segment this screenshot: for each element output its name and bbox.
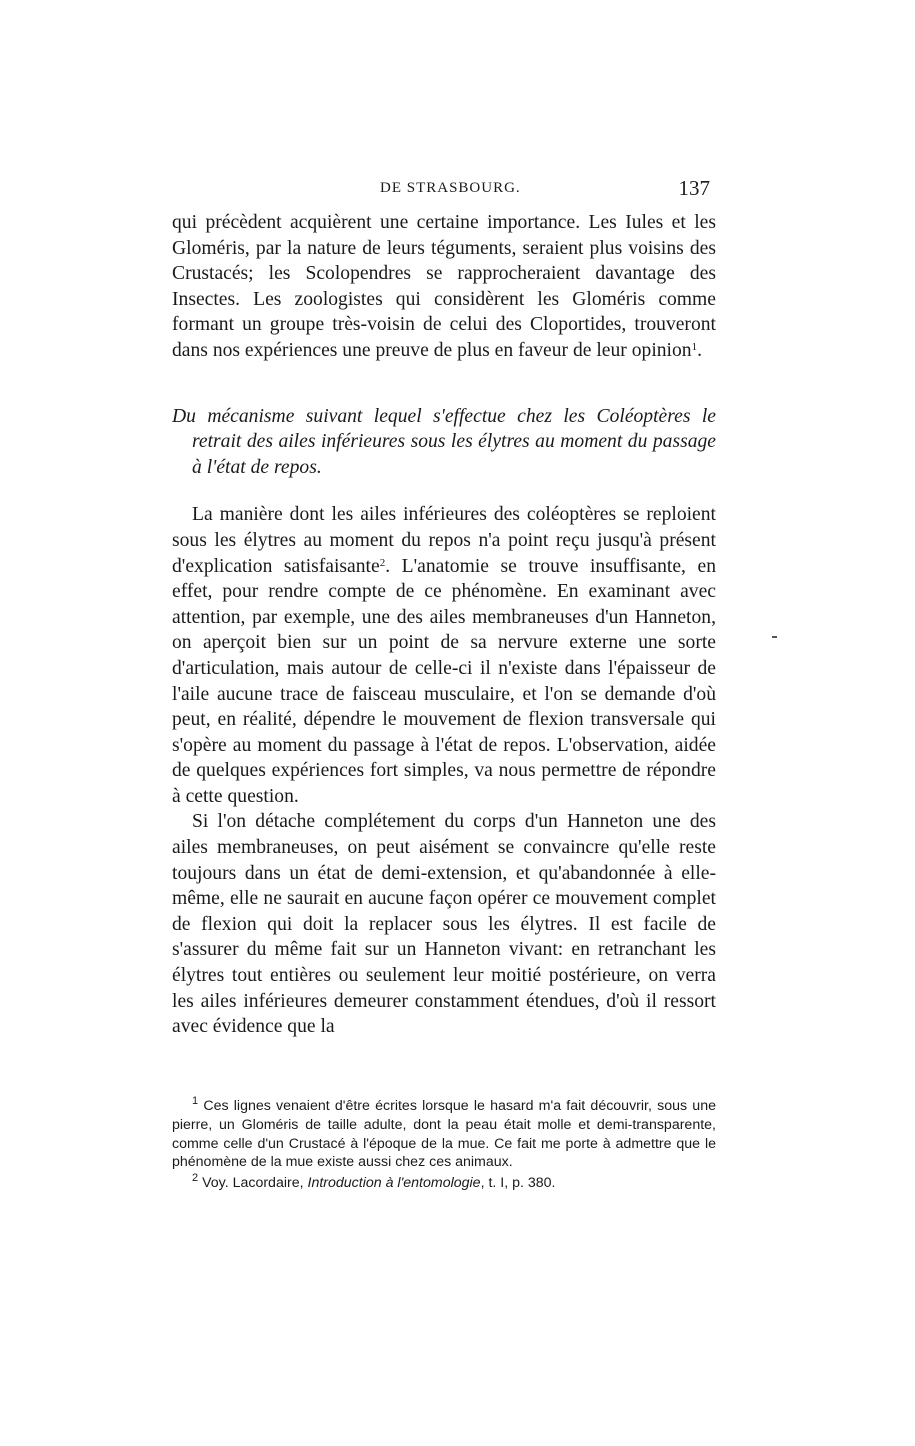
footnote-1 (172, 1097, 716, 1172)
footnote-1-mark: 1 (192, 1095, 199, 1107)
page-header (172, 176, 712, 206)
footnotes (172, 1097, 716, 1193)
paragraph-2-text-b: . L'anatomie se trouve insuffisante, en effet, pour rendre compte de ce phénomène. En examinant avec attention, par exemple, une des ailes membraneuses d'un Hanneton, on aperçoit bien sur un point de sa nervure externe une sorte d'articulation, mais autour de celle-ci il n'existe dans l'épaisseur de l'aile aucune trace de faisceau musculaire, et l'on se demande d'où peut, en réalité, dépendre le mouvement de flexion transversale qui s'opère au moment du passage à l'état de repos. L'observation, aidée de quelques expériences fort simples, va nous permettre de répondre à cette question. (172, 555, 716, 807)
footnote-2-title: Introduction à l'entomologie (307, 1175, 481, 1192)
main-text (172, 210, 716, 1040)
paragraph-3: Si l'on détache complétement du corps d'un Hanneton une des ailes membraneuses, on peut aisément se convaincre qu'elle reste toujours dans un état de demi-extension, et qu'abandonnée à elle-même, elle ne saurait en aucune façon opérer ce mouvement complet de flexion qui doit la replacer sous les élytres. Il est facile de s'assurer du même fait sur un Hanneton vivant: en retranchant les élytres tout entières ou seulement leur moitié postérieure, on verra les ailes inférieures demeurer constamment étendues, d'où il ressort avec évidence que la (172, 811, 716, 1038)
paragraph-1-text: qui précèdent acquièrent une certaine importance. Les Iules et les Gloméris, par la nature de leurs téguments, seraient plus voisins des Crustacés; les Scolopendres se rapprocheraient davantage des Insectes. Les zoologistes qui considèrent les Gloméris comme formant un groupe très-voisin de celui des Cloportides, trouveront dans nos expériences une preuve de plus en faveur de leur opinion (172, 212, 716, 361)
paragraph-2-text-a: La manière dont les ailes inférieures des coléoptères se replоient sous les élytres au moment du repos n'a point reçu jusqu'à présent d'explication satisfaisante (172, 504, 716, 577)
paragraph-2 (172, 502, 716, 809)
page-number: 137 (678, 176, 710, 200)
footnote-ref-2: 2 (379, 556, 386, 569)
paragraph-continued (172, 210, 716, 364)
footnote-2 (172, 1174, 716, 1193)
footnote-1-text: Ces lignes venaient d'être écrites lorsque le hasard m'a fait découvrir, sous une pierre, un Gloméris de taille adulte, dont la peau était molle et demi-transparente, comme celle d'un Crustacé à l'époque de la mue. Ce fait me porte à admettre que le phénomène de la mue existe aussi chez ces animaux. (172, 1098, 716, 1171)
footnote-2-prefix: Voy. Lacordaire, (202, 1175, 308, 1192)
footnote-2-mark: 2 (192, 1172, 199, 1185)
section-heading: Du mécanisme suivant lequel s'effectue chez les Coléoptères le retrait des ailes inférieures sous les élytres au moment du passage à l'état de repos. (172, 405, 716, 478)
running-head: DE STRASBOURG. (380, 180, 521, 196)
footnote-2-suffix: , t. I, p. 380. (480, 1175, 556, 1192)
margin-mark (772, 636, 777, 638)
footnote-ref-1: 1 (691, 340, 698, 353)
paragraph-1-tail: . (697, 339, 703, 361)
